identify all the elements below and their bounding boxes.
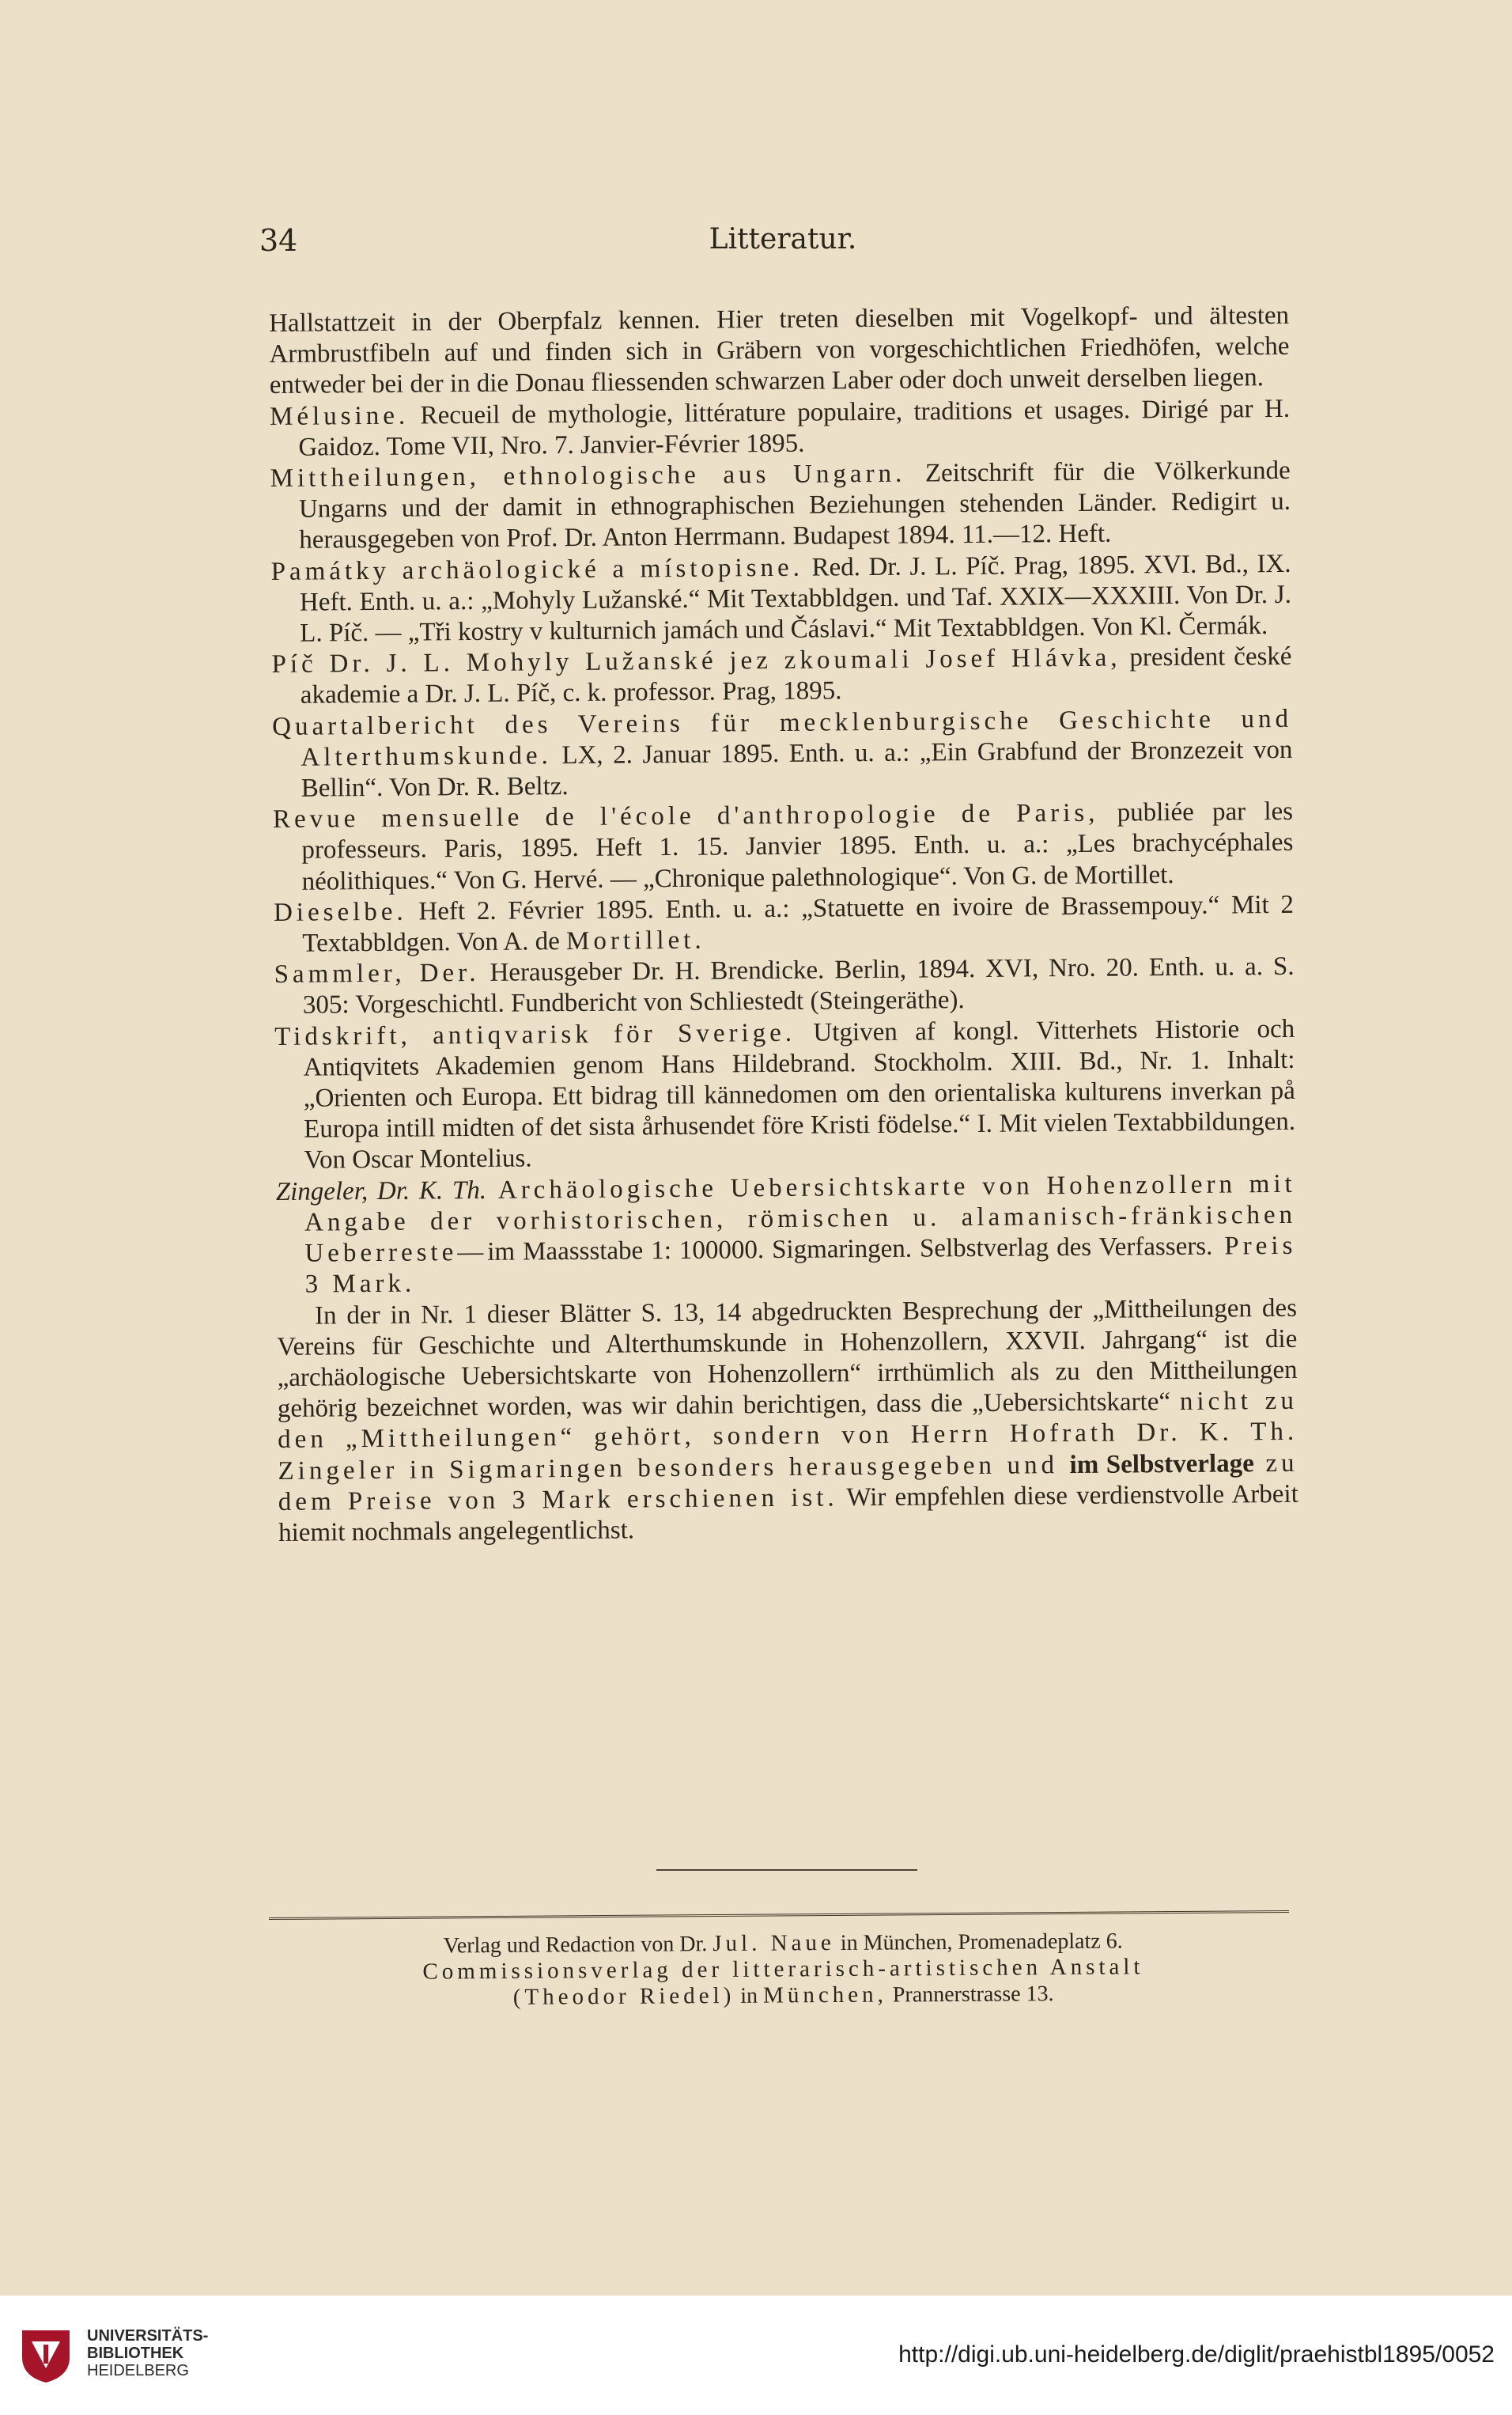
source-url[interactable]: http://digi.ub.uni-heidelberg.de/diglit/praehistbl1895/0052 [898, 2341, 1495, 2368]
paragraph-bold: im Selbstverlage [1069, 1448, 1254, 1479]
city-name: München, [762, 1982, 887, 2008]
library-name [87, 2327, 269, 2379]
bibliography-entry [274, 1014, 1295, 1177]
library-name-line: UNIVERSITÄTS- [87, 2327, 209, 2345]
bibliography-entry [274, 952, 1295, 1022]
entry-text: Red. Dr. J. L. Píč. Prag, 1895. XVI. Bd., IX. Heft. Enth. u. a.: „Mohyly Lužanské.“ Mit Textabbldgen. und Taf. XXIX—XXXIII. Von Dr. J. L. Píč. — „Tři kostry v kulturnich jamách und Čáslavi.“ Mit Textabbldgen. Von Kl. Čermák. [299, 549, 1292, 648]
library-logo [17, 2322, 74, 2386]
entry-text: Recueil de mythologie, littérature populaire, traditions et usages. Dirigé par H. Gaidoz. Tome VII, Nro. 7. Janvier-Février 1895. [298, 394, 1291, 462]
entry-text: im Maassstabe 1: 100000. Sigmaringen. Selbstverlag des Verfassers. [487, 1232, 1213, 1266]
library-name-line: HEIDELBERG [87, 2362, 189, 2379]
entry-heading: Dieselbe. [273, 897, 407, 927]
library-bar [0, 2296, 1512, 2415]
page-number: 34 [259, 223, 298, 258]
entry-heading: Památky archäologické a místopisne. [270, 553, 804, 586]
entry-heading: Tidskrift, antiqvarisk för Sverige. [274, 1018, 796, 1051]
bibliography-entry [270, 456, 1291, 557]
library-name-line: BIBLIOTHEK [87, 2345, 184, 2362]
publisher-name: Jul. Naue [713, 1930, 835, 1957]
paragraph-text: Wir empfehlen diese verdienstvolle Arbeit hiemit nochmals angelegentlichst. [278, 1479, 1298, 1547]
bibliography-entry [274, 890, 1295, 960]
entry-text: Zeitschrift für die Völkerkunde Ungarns und der damit in ethnographischen Beziehungen stehenden Länder. Redigirt u. herausgegeben von Prof. Dr. Anton Herrmann. Budapest 1894. 11.—12. Heft. [298, 456, 1291, 555]
paragraph-emphasis: zu dem Preise von 3 Mark erschienen ist. [278, 1448, 1298, 1516]
entry-heading: Sammler, Der. [274, 959, 480, 990]
bibliography-entry [270, 393, 1291, 464]
bibliography-entry [273, 797, 1294, 898]
imprint-text: Verlag und Redaction von Dr. [443, 1932, 713, 1959]
bibliography-entry [276, 1169, 1297, 1301]
continuation-paragraph: Hallstattzeit in der Oberpfalz kennen. Hier treten dieselben mit Vogelkopf- und ältesten Armbrustfibeln auf und finden sich in Gräbern von vorgeschichtlichen Friedhöfen, welche entweder bei der in die Donau fliessenden schwarzen Laber oder doch unweit derselben liegen. [269, 301, 1290, 400]
bibliography-entry [272, 703, 1293, 804]
entry-heading: Archäologische Uebersichtskarte von Hohenzollern mit Angabe der vorhistorischen, römischen u. alamanisch-fränkischen Ueberreste— [304, 1169, 1297, 1268]
entry-heading: Mélusine. [269, 401, 410, 431]
entry-text: publiée par les professeurs. Paris, 1895. Heft 1. 15. Janvier 1895. Enth. u. a.: „Les brachycéphales néolithiques.“ Von G. Hervé. — „Chronique palethnologique“. Von G. de Mortillet. [301, 797, 1294, 896]
bibliography-entry [271, 642, 1292, 712]
imprint-text: Prannerstrasse 13. [886, 1982, 1054, 2008]
entry-text: president české akademie a Dr. J. L. Píč, c. k. professor. Prag, 1895. [300, 642, 1292, 710]
entry-text: Utgiven af kongl. Vitterhets Historie och Antiqvitets Akademien genom Hans Hildebrand. Stockholm. XIII. Bd., Nr. 1. Inhalt: „Orienten och Europa. Ett bidrag till kännedomen om den orientaliska kulturens inverkan på Europa intill midten of det sista århusendet före Kristi födelse.“ I. Mit vielen Textabbildungen. Von Oscar Montelius. [303, 1014, 1296, 1175]
bibliography-entry [270, 548, 1291, 649]
correction-paragraph [277, 1293, 1298, 1549]
paragraph-emphasis: nicht zu den „Mittheilungen“ gehört, sondern von Herrn Hofrath Dr. K. Th. Zingeler in Sigmaringen besonders herausgegeben und [278, 1386, 1298, 1486]
imprint-footer [269, 1910, 1298, 2012]
entry-heading: Píč Dr. J. L. Mohyly Lužanské jez zkoumali Josef Hlávka, [271, 643, 1121, 679]
running-head: Litteratur. [709, 223, 857, 256]
page-body [269, 301, 1298, 1549]
entry-heading: Quartalbericht des Vereins für mecklenburgische Geschichte und Alterthumskunde. [272, 704, 1293, 772]
entry-heading: Revue mensuelle de l'école d'anthropologie de Paris, [272, 799, 1099, 835]
page-header [253, 223, 1313, 271]
entry-text: Heft 2. Février 1895. Enth. u. a.: „Statuette en ivoire de Brassempouy.“ Mit 2 Textabbldgen. Von A. de [302, 890, 1295, 958]
entry-text: LX, 2. Januar 1895. Enth. u. a.: „Ein Grabfund der Bronzezeit von Bellin“. Von Dr. R. Beltz. [301, 735, 1293, 803]
footer-rule [269, 1910, 1289, 1920]
imprint-text: in [735, 1983, 764, 2008]
imprint-text: in München, Promenadeplatz 6. [834, 1929, 1123, 1956]
end-rule [656, 1869, 917, 1871]
entry-text: Herausgeber Dr. H. Brendicke. Berlin, 1894. XVI, Nro. 20. Enth. u. a. S. 305: Vorgeschichtl. Fundbericht von Schliestedt (Steingeräthe). [302, 952, 1295, 1020]
entry-author: Zingeler, Dr. K. Th. [275, 1175, 487, 1206]
entry-price: Preis 3 Mark. [304, 1231, 1297, 1299]
entry-heading: Mittheilungen, ethnologische aus Ungarn. [270, 459, 906, 494]
paragraph-text: In der in Nr. 1 dieser Blätter S. 13, 14 abgedruckten Besprechung der „Mittheilungen des Vereins für Geschichte und Alterthumskunde in Hohenzollern, XXVII. Jahrgang“ ist die „archäologische Uebersichtskarte von Hohenzollern“ irrthümlich als zu den Mittheilungen gehörig bezeichnet worden, was wir dahin berichtigen, dass die „Uebersichtskarte“ [277, 1293, 1298, 1424]
imprint-line: Commissionsverlag der litterarisch-artistischen Anstalt [422, 1954, 1144, 1985]
publisher-name: (Theodor Riedel) [512, 1982, 735, 2010]
author-name: Mortillet. [565, 925, 705, 956]
